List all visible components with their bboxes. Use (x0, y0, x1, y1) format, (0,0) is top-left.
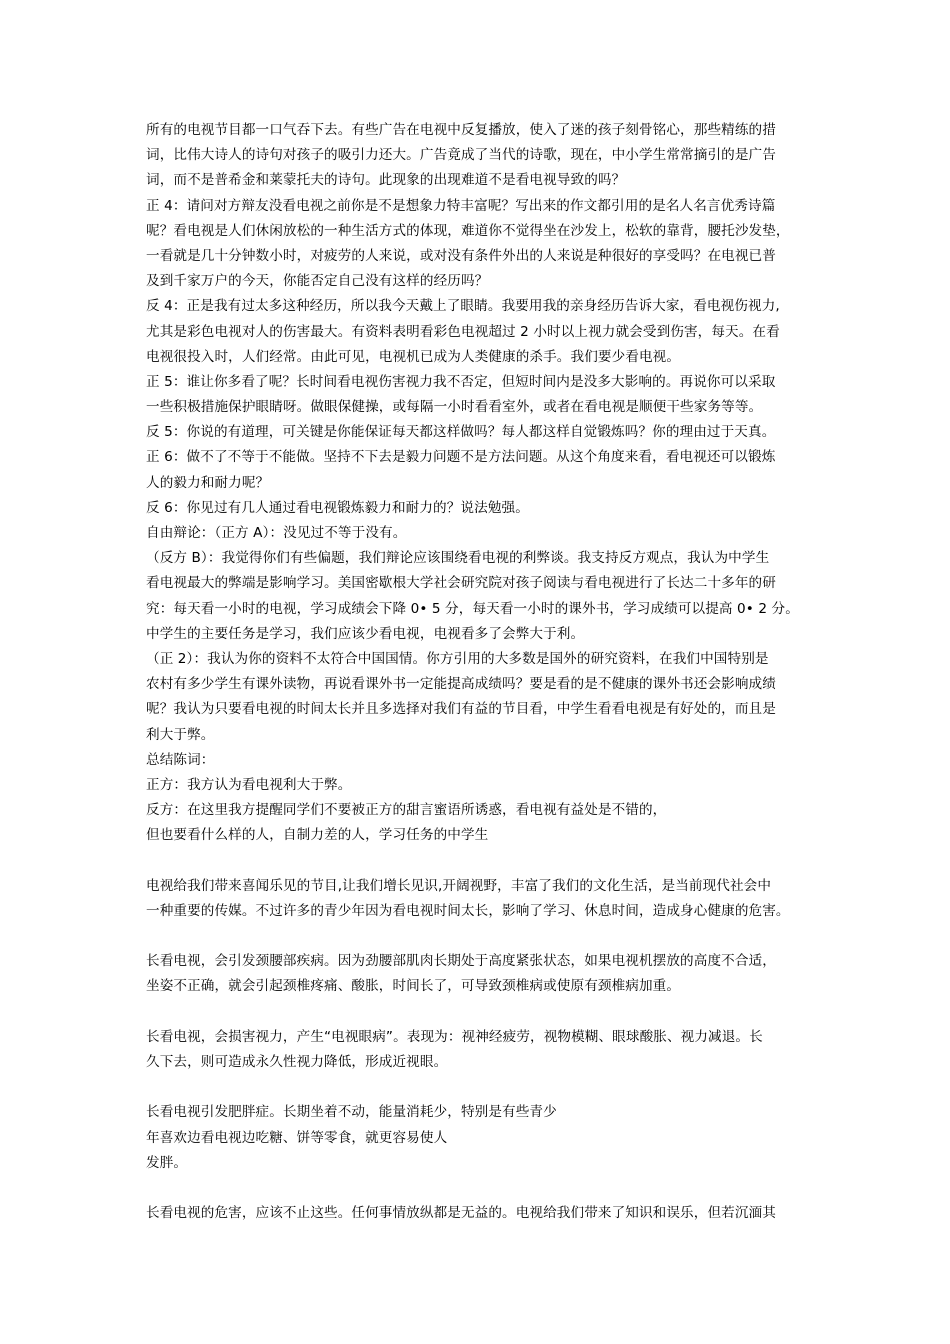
text-line: 词，而不是普希金和莱蒙托夫的诗句。此现象的出现难道不是看电视导致的吗？ (146, 172, 626, 189)
text-line: （正 2）：我认为你的资料不太符合中国国情。你方引用的大多数是国外的研究资料，在我们中国特别是 (146, 650, 769, 667)
essay-neck-paragraph (146, 949, 812, 999)
text-line: 一些积极措施保护眼睛呀。做眼保健操，或每隔一小时看看室外，或者在看电视是顺便干些家务等等。 (146, 399, 763, 416)
text-line: 自由辩论：（正方 A）：没见过不等于没有。 (146, 525, 407, 541)
text-line: 呢？看电视是人们休闲放松的一种生活方式的体现，难道你不觉得坐在沙发上，松软的靠背，腰托沙发垫， (146, 222, 790, 239)
text-line: 但也要看什么样的人，自制力差的人，学习任务的中学生 (146, 827, 489, 844)
text-line: 呢？我认为只要看电视的时间太长并且多选择对我们有益的节目看，中学生看看电视是有好处的，而且是 (146, 701, 776, 718)
text-line: 正 4：请问对方辩友没看电视之前你是不是想象力特丰富呢？写出来的作文都引用的是名人名言优秀诗篇 (146, 197, 776, 214)
text-line: 反 6：你见过有几人通过看电视锻炼毅力和耐力的？说法勉强。 (146, 499, 529, 516)
text-line: 正方：我方认为看电视利大于弊。 (146, 776, 352, 793)
text-line: 农村有多少学生有课外读物，再说看课外书一定能提高成绩吗？要是看的是不健康的课外书还会影响成绩 (146, 676, 776, 693)
essay-obesity-paragraph (146, 1100, 812, 1176)
text-line: 反 4：正是我有过太多这种经历，所以我今天戴上了眼睛。我要用我的亲身经历告诉大家，看电视伤视力, (146, 298, 780, 315)
text-line: 所有的电视节目都一口气吞下去。有些广告在电视中反复播放，使入了迷的孩子刻骨铭心，那些精练的措 (146, 122, 776, 138)
text-line: 坐姿不正确，就会引起颈椎疼痛、酸胀，时间长了，可导致颈椎病或使原有颈椎病加重。 (146, 978, 681, 995)
essay-eyes-paragraph (146, 1025, 812, 1075)
text-line: 词，比伟大诗人的诗句对孩子的吸引力还大。广告竟成了当代的诗歌，现在，中小学生常常摘引的是广告 (146, 147, 776, 164)
text-line: 反方：在这里我方提醒同学们不要被正方的甜言蜜语所诱惑，看电视有益处是不错的， (146, 802, 667, 819)
text-line: 一看就是几十分钟数小时，对疲劳的人来说，或对没有条件外出的人来说是种很好的享受吗？在电视已普 (146, 247, 776, 264)
text-line: 正 5：谁让你多看了呢？长时间看电视伤害视力我不否定，但短时间内是没多大影响的。再说你可以采取 (146, 373, 776, 390)
text-line: 久下去，则可造成永久性视力降低，形成近视眼。 (146, 1053, 448, 1070)
text-line: （反方 B）：我觉得你们有些偏题，我们辩论应该围绕看电视的利弊谈。我支持反方观点，我认为中学生 (146, 550, 770, 567)
text-line: 电视给我们带来喜闻乐见的节目,让我们增长见识,开阔视野，丰富了我们的文化生活，是当前现代社会中 (146, 877, 772, 894)
text-line: 发胖。 (146, 1154, 188, 1171)
text-line: 中学生的主要任务是学习，我们应该少看电视，电视看多了会弊大于利。 (146, 625, 585, 642)
document-page (146, 118, 812, 1226)
text-line: 正 6：做不了不等于不能做。坚持不下去是毅力问题不是方法问题。从这个角度来看，看电视还可以锻炼 (146, 449, 776, 466)
paragraph-gap (146, 1075, 812, 1100)
essay-intro-paragraph (146, 874, 812, 924)
essay-conclusion-paragraph (146, 1201, 812, 1226)
debate-section (146, 118, 812, 848)
text-line: 年喜欢边看电视边吃糖、饼等零食，就更容易使人 (146, 1129, 448, 1146)
paragraph-gap (146, 1176, 812, 1201)
text-line: 看电视最大的弊端是影响学习。美国密歇根大学社会研究院对孩子阅读与看电视进行了长达二十多年的研 (146, 575, 776, 592)
paragraph-gap (146, 1000, 812, 1025)
text-line: 人的毅力和耐力呢？ (146, 474, 270, 491)
text-line: 电视很投入时，人们经常。由此可见，电视机已成为人类健康的杀手。我们要少看电视。 (146, 348, 681, 365)
text-line: 究：每天看一小时的电视，学习成绩会下降 0• 5 分，每天看一小时的课外书，学习成绩可以提高 0• 2 分。 (146, 600, 799, 617)
text-line: 长看电视，会引发颈腰部疾病。因为劲腰部肌肉长期处于高度紧张状态，如果电视机摆放的高度不合适， (146, 953, 776, 970)
text-line: 总结陈词： (146, 751, 215, 768)
text-line: 长看电视的危害，应该不止这些。任何事情放纵都是无益的。电视给我们带来了知识和误乐，但若沉湎其 (146, 1205, 776, 1222)
text-line: 长看电视，会损害视力，产生“电视眼病”。表现为：视神经疲劳，视物模糊、眼球酸胀、视力减退。长 (146, 1028, 763, 1045)
text-line: 及到千家万户的今天，你能否定自己没有这样的经历吗？ (146, 273, 489, 290)
text-line: 尤其是彩色电视对人的伤害最大。有资料表明看彩色电视超过 2 小时以上视力就会受到伤害，每天。在看 (146, 323, 780, 340)
paragraph-gap (146, 848, 812, 873)
text-line: 长看电视引发肥胖症。长期坐着不动，能量消耗少，特别是有些青少 (146, 1104, 557, 1121)
text-line: 反 5：你说的有道理，可关键是你能保证每天都这样做吗？每人都这样自觉锻炼吗？你的理由过于天真。 (146, 424, 776, 441)
text-line: 一种重要的传媒。不过许多的青少年因为看电视时间太长，影响了学习、休息时间，造成身心健康的危害。 (146, 902, 790, 919)
paragraph-gap (146, 924, 812, 949)
text-line: 利大于弊。 (146, 726, 215, 743)
